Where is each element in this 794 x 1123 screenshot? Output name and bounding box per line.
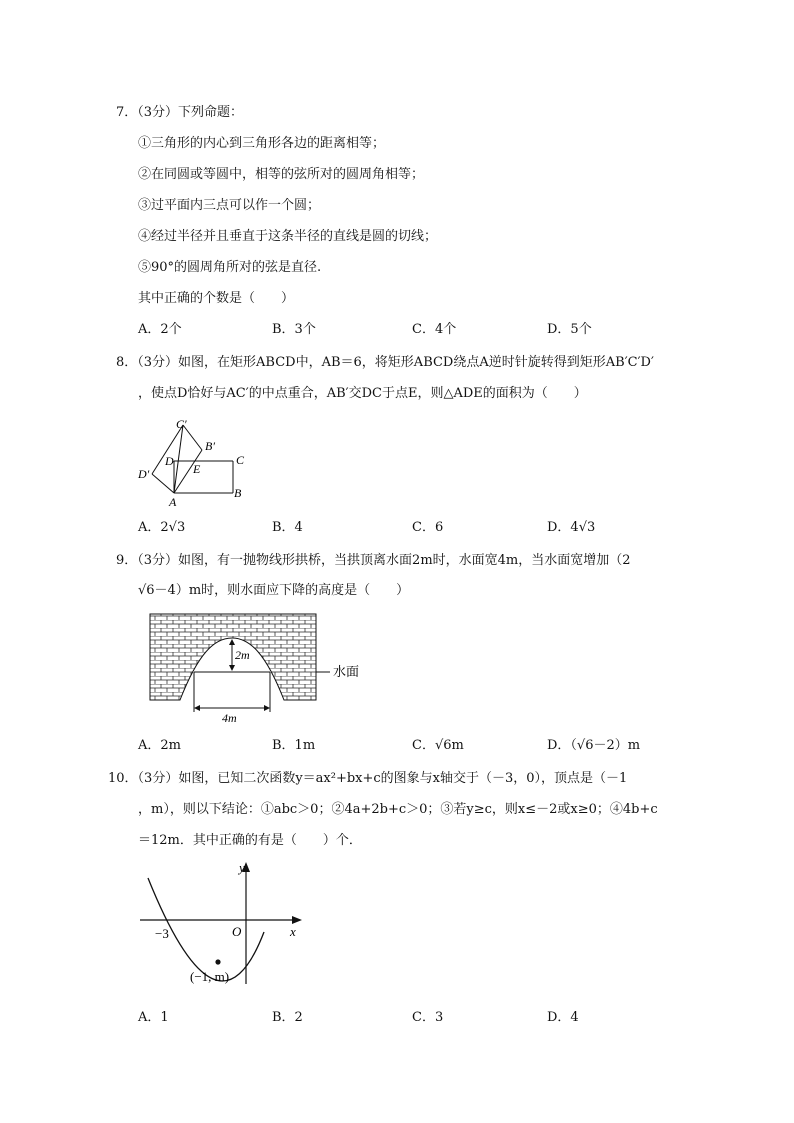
q9-height-label: 2m	[235, 648, 250, 662]
q8-option-a: A．2√3	[138, 520, 186, 535]
q8-label-d: D	[165, 454, 174, 468]
q9-option-b: B．1m	[272, 738, 316, 753]
q7-head: 7．（3分）下列命题：	[116, 105, 244, 120]
q8-label-a: A	[169, 495, 177, 509]
q7-item-4: ④经过半径并且垂直于这条半径的直线是圆的切线；	[138, 229, 438, 244]
q10-root-label: −3	[155, 926, 169, 941]
q9-option-c: C．√6m	[412, 738, 464, 753]
q10-option-c: C．3	[412, 1010, 444, 1025]
q9-option-a: A．2m	[138, 738, 181, 753]
q9-line-2: √6－4）m时，则水面应下降的高度是（ ）	[138, 583, 410, 598]
q9-bridge-figure	[146, 612, 376, 728]
q7-item-5: ⑤90°的圆周角所对的弦是直径.	[138, 260, 322, 275]
q7-option-b: B．3个	[272, 322, 316, 337]
q8-label-c-prime: C′	[176, 417, 187, 431]
q7-item-1: ①三角形的内心到三角形各边的距离相等；	[138, 136, 386, 151]
q9-option-d: D．（√6－2）m	[547, 738, 641, 753]
q8-label-e: E	[193, 462, 201, 476]
q10-vertex-label: (−1, m)	[190, 969, 230, 984]
q10-origin-label: O	[232, 924, 242, 939]
q10-option-d: D．4	[547, 1010, 579, 1025]
q7-option-d: D．5个	[547, 322, 592, 337]
q10-y-label: y	[239, 860, 245, 875]
q8-line-1: 8．（3分）如图，在矩形ABCD中，AB＝6，将矩形ABCD绕点A逆时针旋转得到矩形AB′C′D′	[116, 355, 654, 370]
q10-x-label: x	[290, 924, 296, 939]
q9-width-label: 4m	[222, 711, 237, 725]
q7-ask: 其中正确的个数是（ ）	[138, 291, 295, 306]
q7-option-a: A．2个	[138, 322, 182, 337]
q10-line-1: 10．（3分）如图，已知二次函数y＝ax²+bx+c的图象与x轴交于（－3，0），顶点是（－1	[108, 771, 628, 786]
q8-line-2: ，使点D恰好与AC′的中点重合，AB′交DC于点E，则△ADE的面积为（ ）	[138, 386, 587, 401]
q10-parabola-figure	[136, 854, 316, 994]
q8-label-c: C	[236, 453, 245, 467]
q8-label-b-prime: B′	[205, 439, 215, 453]
q10-option-b: B．2	[272, 1010, 303, 1025]
q8-option-b: B．4	[272, 520, 303, 535]
q7-item-3: ③过平面内三点可以作一个圆；	[138, 198, 321, 213]
q9-line-1: 9．（3分）如图，有一抛物线形拱桥，当拱顶离水面2m时，水面宽4m，当水面宽增加（2	[116, 553, 631, 568]
q8-label-b: B	[234, 486, 242, 500]
q10-line-3: ＝12m．其中正确的有是（ ）个．	[138, 833, 362, 848]
q10-option-a: A．1	[138, 1010, 169, 1025]
q7-option-c: C．4个	[412, 322, 457, 337]
q8-option-d: D．4√3	[547, 520, 596, 535]
q9-water-label: 水面	[333, 664, 360, 679]
q8-figure	[130, 410, 260, 510]
q8-option-c: C．6	[412, 520, 444, 535]
q10-line-2: ，m），则以下结论：①abc＞0；②4a+2b+c＞0；③若y≥c，则x≤－2或x≥0；④4b+c	[138, 802, 658, 817]
q7-item-2: ②在同圆或等圆中，相等的弦所对的圆周角相等；	[138, 167, 425, 182]
q8-label-d-prime: D′	[138, 467, 150, 481]
